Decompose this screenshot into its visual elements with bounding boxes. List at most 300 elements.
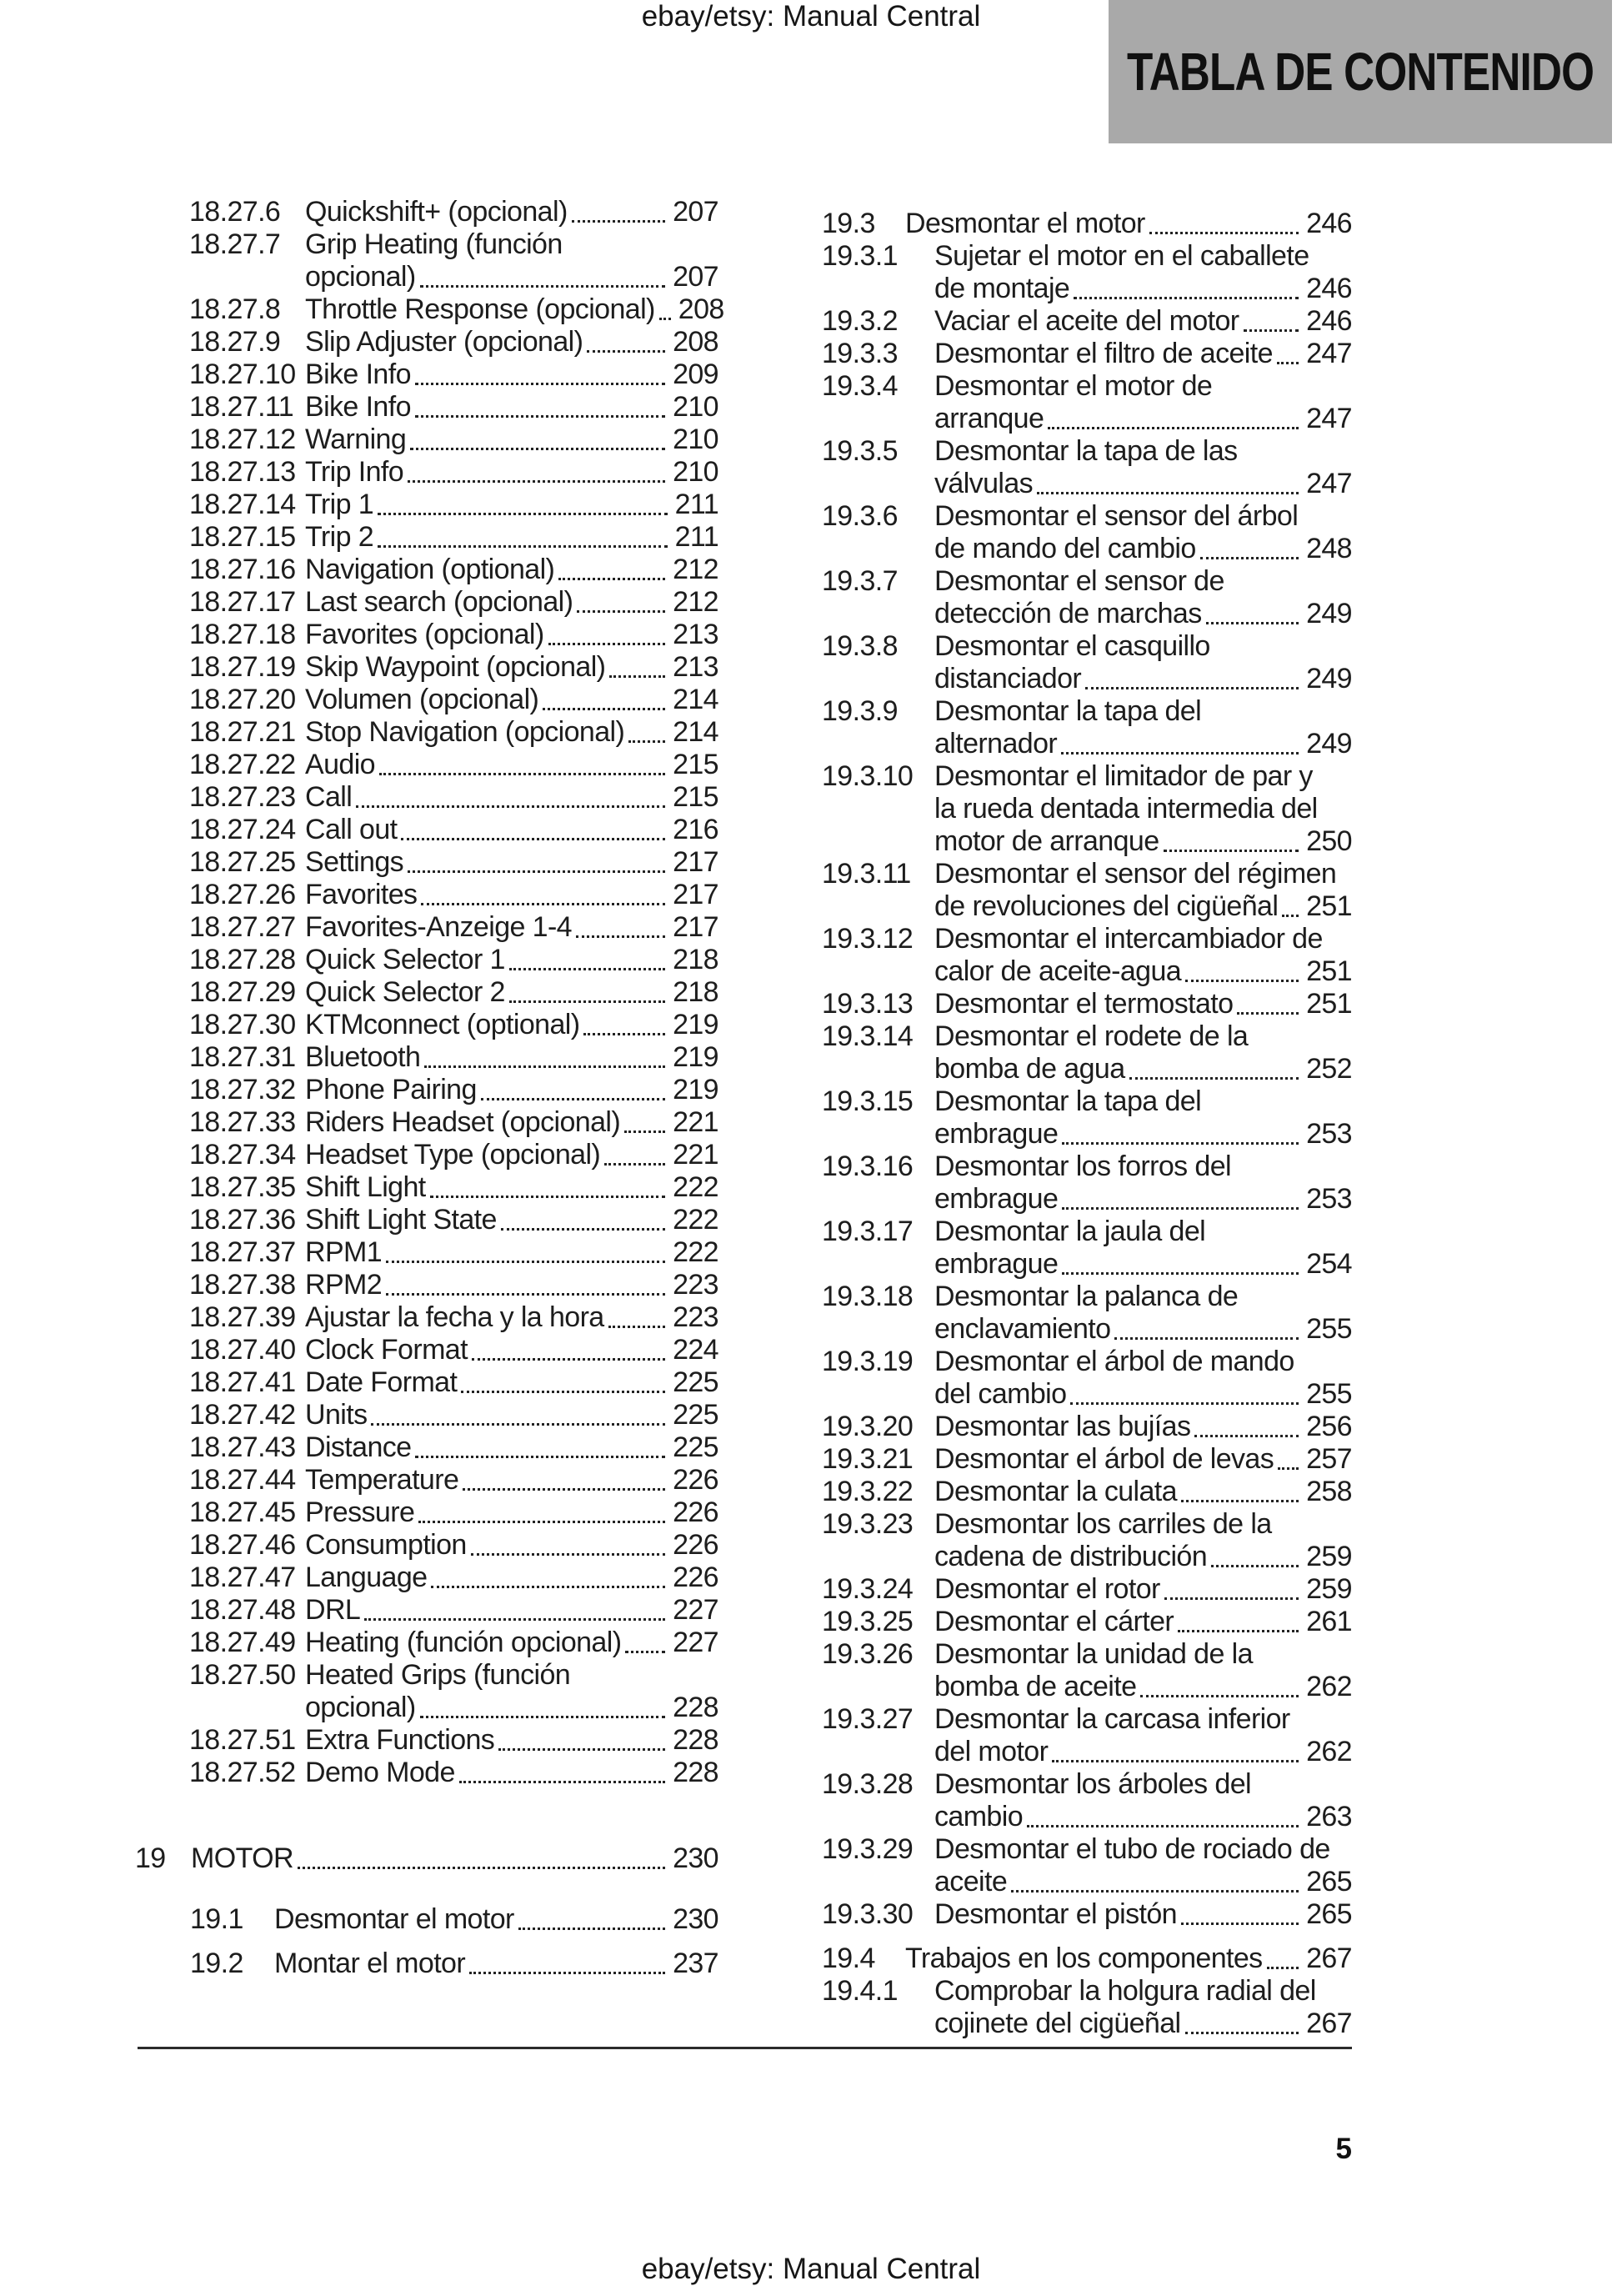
toc-entry-number: 19.3.29 <box>822 1833 914 1865</box>
toc-entry-line <box>305 749 718 781</box>
toc-entry-body <box>934 1975 1352 2040</box>
toc-entry-body <box>934 1443 1352 1476</box>
toc-entry-line <box>305 1009 718 1041</box>
toc-entry-page: 247 <box>1306 338 1352 369</box>
toc-entry-number: 19.3.3 <box>822 338 898 369</box>
toc-entry-line <box>934 435 1352 468</box>
toc-entry-line <box>934 1443 1352 1476</box>
toc-entry-page: 210 <box>673 456 718 488</box>
toc-entry-number: 19.3.21 <box>822 1443 914 1475</box>
toc-entry-body <box>305 424 718 456</box>
toc-entry-page: 218 <box>673 976 718 1008</box>
toc-entry-page: 228 <box>673 1757 718 1788</box>
toc-entry <box>189 391 718 424</box>
toc-entry-number: 18.27.38 <box>189 1269 296 1301</box>
toc-entry-line <box>905 208 1352 240</box>
header-watermark: ebay/etsy: Manual Central <box>641 0 981 33</box>
toc-entry <box>822 1768 1352 1833</box>
toc-entry <box>822 208 1352 240</box>
toc-entry <box>189 1529 718 1562</box>
toc-entry-line <box>934 1151 1352 1183</box>
toc-entry-body <box>305 358 718 391</box>
toc-entry <box>189 846 718 879</box>
toc-entry-line <box>305 911 718 944</box>
toc-entry-number: 18.27.12 <box>189 424 296 455</box>
toc-entry-title: Desmontar el filtro de aceite <box>934 338 1273 369</box>
toc-entry-body <box>305 651 718 684</box>
toc-entry-body <box>934 500 1352 565</box>
toc-entry-line <box>305 1106 718 1139</box>
toc-entry-title: Desmontar el cárter <box>934 1606 1174 1637</box>
toc-entry-title: Grip Heating (función <box>305 228 563 260</box>
toc-entry-title: Throttle Response (opcional) <box>305 293 655 325</box>
toc-entry-number: 19.3.30 <box>822 1898 914 1930</box>
dot-leader <box>1011 1890 1299 1892</box>
toc-entry-title: Desmontar las bujías <box>934 1411 1191 1442</box>
toc-entry-body <box>191 1842 718 1875</box>
toc-entry-title: Consumption <box>305 1529 467 1561</box>
footer-watermark: ebay/etsy: Manual Central <box>641 2253 981 2285</box>
toc-entry-number: 19.3.7 <box>822 565 898 597</box>
toc-entry-title: Skip Waypoint (opcional) <box>305 651 606 683</box>
toc-entry-body <box>305 1236 718 1269</box>
toc-entry <box>189 228 718 293</box>
toc-entry <box>822 1975 1352 2040</box>
toc-entry-title: Desmontar los carriles de la <box>934 1508 1272 1540</box>
toc-entry-title: Desmontar la palanca de <box>934 1281 1239 1312</box>
toc-entry-body <box>305 1724 718 1757</box>
toc-entry-line <box>305 1464 718 1496</box>
dot-leader <box>430 1196 665 1198</box>
toc-entry <box>822 1281 1352 1346</box>
toc-entry-page: 253 <box>1306 1118 1352 1150</box>
dot-leader <box>1062 1142 1299 1145</box>
toc-entry-body <box>305 521 718 554</box>
toc-entry-line <box>934 1378 1352 1411</box>
toc-entry-line <box>934 760 1352 793</box>
toc-entry-page: 222 <box>673 1236 718 1268</box>
dot-leader <box>624 1130 665 1133</box>
toc-entry-line <box>191 1842 718 1875</box>
toc-entry-number: 18.27.10 <box>189 358 296 390</box>
toc-entry-line <box>305 456 718 489</box>
dot-leader <box>501 1228 665 1231</box>
toc-entry-line <box>934 240 1352 273</box>
toc-entry-number: 18.27.17 <box>189 586 296 618</box>
toc-entry-number: 18.27.37 <box>189 1236 296 1268</box>
toc-entry <box>189 1594 718 1627</box>
toc-entry-title: calor de aceite-agua <box>934 955 1182 987</box>
toc-entry-number: 19.3.13 <box>822 988 914 1020</box>
dot-leader <box>1185 2032 1299 2034</box>
toc-entry <box>189 976 718 1009</box>
toc-entry-number: 18.27.27 <box>189 911 296 943</box>
toc-entry-body <box>934 988 1352 1020</box>
toc-entry <box>822 435 1352 500</box>
toc-entry-page: 217 <box>673 911 718 943</box>
toc-entry-line <box>305 651 718 684</box>
dot-leader <box>1114 1337 1299 1340</box>
toc-entry-title: Quick Selector 1 <box>305 944 505 975</box>
toc-entry-line <box>934 273 1352 305</box>
toc-entry <box>189 1366 718 1399</box>
toc-entry-line <box>934 370 1352 403</box>
toc-entry <box>189 1757 718 1789</box>
toc-entry-title: la rueda dentada intermedia del <box>934 793 1318 825</box>
toc-entry-title: Trip 2 <box>305 521 374 553</box>
toc-entry-title: alternador <box>934 728 1058 759</box>
toc-entry-title: Quickshift+ (opcional) <box>305 196 568 228</box>
toc-entry <box>822 1573 1352 1606</box>
toc-entry-line <box>934 1085 1352 1118</box>
toc-entry-number: 19.3.26 <box>822 1638 914 1670</box>
toc-entry-title: distanciador <box>934 663 1082 694</box>
toc-entry-title: Slip Adjuster (opcional) <box>305 326 583 358</box>
toc-entry-number: 18.27.24 <box>189 814 296 845</box>
toc-entry-body <box>934 760 1352 858</box>
toc-entry-page: 207 <box>673 261 718 293</box>
toc-entry-line <box>305 424 718 456</box>
toc-entry <box>822 1151 1352 1216</box>
toc-entry <box>190 1948 718 1980</box>
toc-entry <box>189 1236 718 1269</box>
toc-entry-page: 247 <box>1306 403 1352 434</box>
toc-entry-title: Bluetooth <box>305 1041 421 1073</box>
toc-entry-title: Desmontar la culata <box>934 1476 1177 1507</box>
toc-entry-number: 18.27.30 <box>189 1009 296 1040</box>
dot-leader <box>1185 980 1299 982</box>
toc-entry-number: 18.27.7 <box>189 228 281 260</box>
toc-entry-line <box>934 500 1352 533</box>
toc-entry-body <box>305 1496 718 1529</box>
toc-entry <box>822 240 1352 305</box>
toc-entry-number: 19.3.8 <box>822 630 898 662</box>
toc-entry-number: 18.27.52 <box>189 1757 296 1788</box>
toc-entry <box>189 1334 718 1366</box>
dot-leader <box>1061 752 1299 754</box>
dot-leader <box>1178 1630 1299 1632</box>
toc-entry <box>822 1216 1352 1281</box>
toc-entry-page: 253 <box>1306 1183 1352 1215</box>
toc-entry-line <box>934 1183 1352 1216</box>
toc-entry <box>822 1443 1352 1476</box>
toc-entry-title: cojinete del cigüeñal <box>934 2008 1181 2039</box>
toc-entry <box>189 1204 718 1236</box>
toc-entry-line <box>305 228 718 261</box>
toc-entry-body <box>305 1334 718 1366</box>
toc-entry-body <box>305 911 718 944</box>
toc-entry-line <box>934 923 1352 955</box>
toc-entry-title: Desmontar los árboles del <box>934 1768 1251 1800</box>
toc-entry <box>822 1020 1352 1085</box>
toc-entry-title: Date Format <box>305 1366 458 1398</box>
dot-leader <box>509 1000 665 1003</box>
toc-entry-line <box>934 1736 1352 1768</box>
toc-entry-title: Trip Info <box>305 456 404 488</box>
toc-entry-line <box>934 1638 1352 1671</box>
toc-entry-body <box>934 695 1352 760</box>
toc-entry-line <box>934 1768 1352 1801</box>
toc-entry-number: 19.3.19 <box>822 1346 914 1377</box>
toc-entry <box>189 1724 718 1757</box>
toc-entry-page: 227 <box>673 1594 718 1626</box>
toc-entry-body <box>305 1464 718 1496</box>
toc-entry-page: 223 <box>673 1301 718 1333</box>
dot-leader <box>1194 1435 1299 1437</box>
toc-entry-body <box>305 619 718 651</box>
toc-entry <box>822 500 1352 565</box>
toc-entry-number: 19.3.20 <box>822 1411 914 1442</box>
toc-entry-body <box>934 370 1352 435</box>
dot-leader <box>481 1098 665 1100</box>
toc-entry-body <box>934 630 1352 695</box>
toc-entry <box>822 923 1352 988</box>
toc-entry <box>822 565 1352 630</box>
toc-entry-body <box>305 1399 718 1431</box>
toc-entry-title: Desmontar la jaula del <box>934 1216 1206 1247</box>
dot-leader <box>420 285 665 288</box>
toc-entry <box>189 1139 718 1171</box>
dot-leader <box>509 968 665 970</box>
dot-leader <box>583 1033 665 1035</box>
toc-entry-body <box>305 1139 718 1171</box>
dot-leader <box>386 1293 665 1296</box>
footer-rule <box>138 2047 1352 2049</box>
toc-entry-title: del cambio <box>934 1378 1067 1410</box>
toc-entry-line <box>305 1334 718 1366</box>
toc-entry-number: 19.3.6 <box>822 500 898 532</box>
toc-entry-title: Audio <box>305 749 375 780</box>
toc-entry-line <box>934 2008 1352 2040</box>
toc-entry-title: Desmontar el sensor del árbol <box>934 500 1299 532</box>
toc-entry <box>189 358 718 391</box>
toc-entry <box>189 1431 718 1464</box>
dot-leader <box>659 318 671 320</box>
toc-entry-body <box>934 1898 1352 1931</box>
dot-leader <box>1062 1207 1299 1210</box>
toc-entry-line <box>934 1833 1352 1866</box>
toc-entry-line <box>934 1313 1352 1346</box>
toc-entry-line <box>934 695 1352 728</box>
toc-entry-page: 256 <box>1306 1411 1352 1442</box>
toc-entry-title: Riders Headset (opcional) <box>305 1106 621 1138</box>
toc-entry-number: 18.27.31 <box>189 1041 296 1073</box>
toc-entry-title: KTMconnect (optional) <box>305 1009 580 1040</box>
toc-entry-title: Headset Type (opcional) <box>305 1139 601 1171</box>
toc-entry-line <box>305 586 718 619</box>
toc-entry-title: Desmontar el motor <box>274 1903 514 1935</box>
toc-entry <box>189 1041 718 1074</box>
toc-entry-body <box>305 196 718 228</box>
toc-entry-number: 19.3.12 <box>822 923 914 955</box>
toc-entry-number: 18.27.8 <box>189 293 281 325</box>
toc-entry <box>189 1627 718 1659</box>
toc-entry-body <box>934 305 1352 338</box>
toc-entry-page: 251 <box>1306 955 1352 987</box>
toc-entry-line <box>305 196 718 228</box>
toc-entry-body <box>934 338 1352 370</box>
toc-entry <box>189 326 718 358</box>
toc-entry-line <box>305 1269 718 1301</box>
toc-entry-title: opcional) <box>305 261 416 293</box>
toc-entry-page: 219 <box>673 1041 718 1073</box>
toc-entry-number: 18.27.32 <box>189 1074 296 1105</box>
toc-entry-line <box>305 684 718 716</box>
toc-entry-line <box>305 326 718 358</box>
toc-entry-number: 18.27.13 <box>189 456 296 488</box>
toc-entry-body <box>305 1009 718 1041</box>
toc-title-box <box>1109 0 1612 143</box>
toc-entry-page: 228 <box>673 1692 718 1723</box>
toc-entry-number: 18.27.11 <box>189 391 294 423</box>
toc-entry-title: Desmontar la tapa del <box>934 695 1202 727</box>
toc-entry-body <box>934 435 1352 500</box>
toc-entry <box>189 814 718 846</box>
toc-entry-line <box>305 1236 718 1269</box>
toc-entry-line <box>305 944 718 976</box>
dot-leader <box>471 1553 665 1556</box>
toc-entry-line <box>305 814 718 846</box>
toc-entry-page: 219 <box>673 1009 718 1040</box>
dot-leader <box>1200 557 1299 559</box>
toc-entry-title: Temperature <box>305 1464 459 1496</box>
toc-entry-page: 263 <box>1306 1801 1352 1832</box>
toc-entry-page: 212 <box>673 554 718 585</box>
toc-entry-line <box>934 988 1352 1020</box>
toc-entry-body <box>305 1431 718 1464</box>
toc-entry-line <box>934 825 1352 858</box>
toc-entry-line <box>934 858 1352 890</box>
toc-entry <box>822 858 1352 923</box>
toc-entry-page: 217 <box>673 846 718 878</box>
toc-entry-page: 225 <box>673 1431 718 1463</box>
toc-entry-title: opcional) <box>305 1692 416 1723</box>
toc-entry-page: 267 <box>1306 1943 1352 1974</box>
toc-entry-title: Desmontar el limitador de par y <box>934 760 1313 792</box>
toc-entry-page: 251 <box>1306 890 1352 922</box>
toc-entry-line <box>305 521 718 554</box>
toc-entry-title: Trip 1 <box>305 489 374 520</box>
dot-leader <box>1282 915 1299 917</box>
dot-leader <box>543 708 665 710</box>
toc-entry-line <box>305 781 718 814</box>
toc-entry-number: 19.3.28 <box>822 1768 914 1800</box>
toc-entry-page: 247 <box>1306 468 1352 499</box>
toc-column-right <box>822 196 1352 2040</box>
toc-entry-title: detección de marchas <box>934 598 1202 629</box>
toc-entry <box>189 1399 718 1431</box>
toc-entry-page: 208 <box>678 293 724 325</box>
toc-entry-title: Desmontar el tubo de rociado de <box>934 1833 1330 1865</box>
toc-entry-line <box>934 1801 1352 1833</box>
toc-entry-line <box>905 1943 1352 1975</box>
dot-leader <box>298 1867 665 1869</box>
toc-entry-page: 222 <box>673 1171 718 1203</box>
toc-entry-page: 261 <box>1306 1606 1352 1637</box>
toc-entry-title: Settings <box>305 846 404 878</box>
toc-entry-body <box>305 781 718 814</box>
toc-entry-body <box>905 208 1352 240</box>
dot-leader <box>356 805 665 808</box>
toc-entry <box>189 489 718 521</box>
toc-entry-body <box>934 1151 1352 1216</box>
toc-entry-line <box>934 793 1352 825</box>
toc-entry-page: 216 <box>673 814 718 845</box>
toc-entry-line <box>934 728 1352 760</box>
dot-leader <box>1074 297 1299 299</box>
dot-leader <box>1181 1923 1299 1925</box>
toc-entry-number: 18.27.9 <box>189 326 281 358</box>
toc-entry <box>189 944 718 976</box>
dot-leader <box>386 1261 665 1263</box>
toc-entry-number: 19.3.18 <box>822 1281 914 1312</box>
toc-entry <box>189 1464 718 1496</box>
dot-leader <box>1085 687 1299 689</box>
toc-entry-page: 255 <box>1306 1313 1352 1345</box>
dot-leader <box>1237 1012 1299 1015</box>
toc-entry-line <box>934 1053 1352 1085</box>
toc-entry-page: 257 <box>1306 1443 1352 1475</box>
toc-entry <box>189 684 718 716</box>
toc-entry-body <box>305 1074 718 1106</box>
dot-leader <box>421 903 665 905</box>
toc-entry-page: 211 <box>674 521 718 553</box>
dot-leader <box>431 1586 665 1588</box>
toc-entry-line <box>305 1757 718 1789</box>
toc-entry-number: 18.27.15 <box>189 521 296 553</box>
toc-entry-line <box>934 1020 1352 1053</box>
toc-entry-line <box>934 1573 1352 1606</box>
toc-entry-page: 254 <box>1306 1248 1352 1280</box>
dot-leader <box>1181 1500 1299 1502</box>
toc-entry-body <box>934 1216 1352 1281</box>
dot-leader <box>415 383 665 385</box>
dot-leader <box>1048 427 1299 429</box>
toc-entry-body <box>305 456 718 489</box>
dot-leader <box>1244 329 1299 332</box>
toc-entry <box>822 630 1352 695</box>
toc-entry-page: 227 <box>673 1627 718 1658</box>
toc-entry-line <box>934 403 1352 435</box>
toc-entry-body <box>274 1948 718 1980</box>
toc-entry-title: RPM2 <box>305 1269 383 1301</box>
toc-entry <box>189 749 718 781</box>
dot-leader <box>378 545 668 548</box>
dot-leader <box>1037 492 1299 494</box>
toc-entry-title: Favorites-Anzeige 1-4 <box>305 911 572 943</box>
toc-entry-title: Desmontar el intercambiador de <box>934 923 1323 955</box>
toc-entry <box>822 1833 1352 1898</box>
toc-entry <box>822 370 1352 435</box>
dot-leader <box>1206 622 1299 624</box>
toc-entry-line <box>934 1118 1352 1151</box>
toc-entry <box>822 695 1352 760</box>
toc-entry-line <box>934 1411 1352 1443</box>
toc-entry-title: Distance <box>305 1431 412 1463</box>
dot-leader <box>418 1521 665 1523</box>
toc-entry-page: 214 <box>673 684 718 715</box>
toc-entry-title: Demo Mode <box>305 1757 455 1788</box>
toc-entry-page: 226 <box>673 1496 718 1528</box>
toc-entry <box>822 760 1352 858</box>
toc-entry-line <box>305 489 718 521</box>
toc-entry <box>189 1659 718 1724</box>
toc-entry-line <box>934 1671 1352 1703</box>
dot-leader <box>1278 1467 1299 1470</box>
toc-entry-title: Desmontar el rodete de la <box>934 1020 1249 1052</box>
toc-entry-line <box>934 1346 1352 1378</box>
toc-entry-page: 222 <box>673 1204 718 1236</box>
